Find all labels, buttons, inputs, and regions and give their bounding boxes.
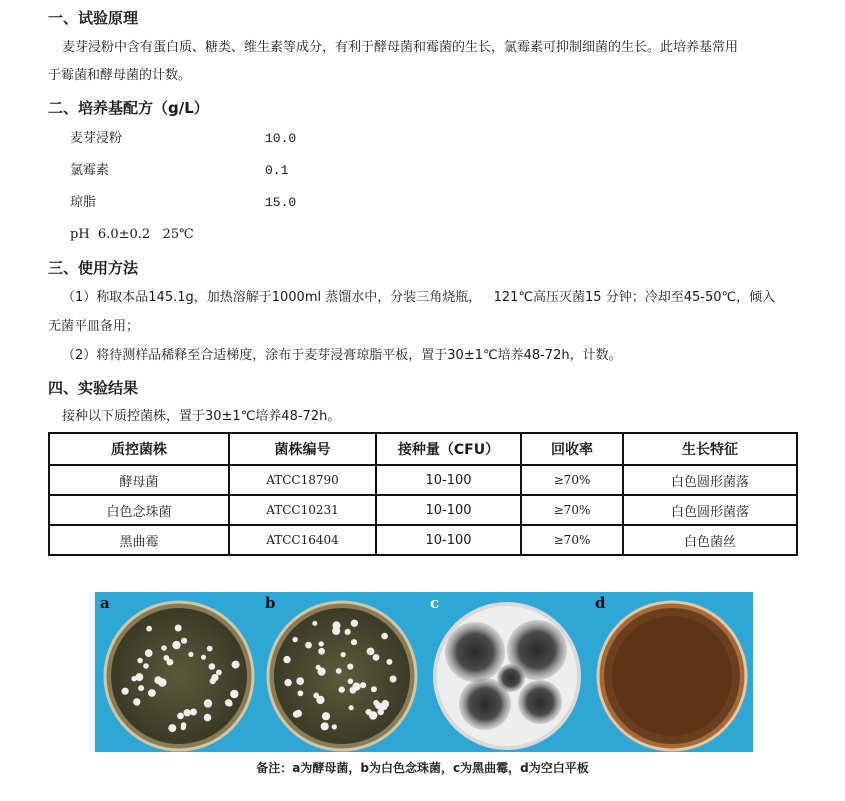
table-cell: 白色菌丝 (623, 525, 797, 555)
panel-label-c: c (430, 594, 440, 612)
colony (204, 699, 212, 707)
colony (211, 674, 218, 681)
table-row (49, 495, 797, 525)
colony (175, 625, 182, 632)
section1-line1: 麦芽浸粉中含有蛋白质、糖类、维生素等成分，有利于酵母菌和霉菌的生长，氯霉素可抑制细菌的生长。此培养基常用 (62, 40, 739, 55)
colony (319, 641, 324, 646)
petri-dish-panel-d (590, 592, 754, 752)
colony (137, 658, 143, 664)
colony (168, 724, 176, 732)
colony (209, 663, 216, 670)
petri-dish-panel-c (425, 592, 589, 752)
table-cell: 白色圆形菌落 (623, 495, 797, 525)
formula-item-name: 麦芽浸粉 (70, 131, 123, 146)
colony (146, 626, 152, 632)
figure-caption: 备注：a为酵母菌，b为白色念珠菌，c为黑曲霉，d为空白平板 (256, 761, 589, 775)
colony (161, 645, 167, 651)
colony (390, 676, 397, 683)
colony (312, 621, 317, 626)
colony (154, 676, 162, 684)
colony (216, 670, 222, 676)
colony (204, 714, 212, 722)
colony (305, 642, 312, 649)
table-header: 接种量（CFU） (376, 433, 521, 465)
table-cell: ≥70% (521, 525, 623, 555)
colony (181, 725, 186, 730)
colony (227, 701, 233, 707)
colony (349, 705, 354, 710)
colony (322, 712, 330, 720)
formula-item-name: 琼脂 (70, 195, 97, 210)
results-intro: 接种以下质控菌株，置于30±1℃培养48-72h。 (62, 409, 341, 424)
table-row (49, 525, 797, 555)
table-cell: 白色圆形菌落 (623, 465, 797, 495)
colony (366, 709, 372, 715)
formula-item-value: 15.0 (265, 195, 297, 210)
colony (345, 629, 351, 635)
formula-item-value: 10.0 (265, 131, 297, 146)
table-header: 质控菌株 (49, 433, 229, 465)
colony (135, 673, 143, 681)
colony (207, 646, 213, 652)
colony (375, 702, 382, 709)
table-header: 回收率 (521, 433, 623, 465)
colony (293, 637, 298, 642)
results-table (48, 432, 798, 556)
colony (122, 688, 129, 695)
colony (332, 724, 337, 729)
method-step1-line1: （1）称取本品145.1g，加热溶解于1000ml 蒸馏水中，分装三角烧瓶， 121℃高压灭菌15 分钟；冷却至45-50℃，倾入 (62, 290, 776, 305)
section3-title: 三、使用方法 (48, 259, 139, 277)
colony (181, 638, 187, 644)
petri-dish-figure (95, 592, 753, 752)
panel-label-a: a (100, 594, 110, 612)
colony (172, 641, 180, 649)
petri-dish-panel-a (95, 592, 259, 752)
colony (371, 686, 377, 692)
section1-title: 一、试验原理 (48, 9, 139, 27)
colony (148, 689, 156, 697)
colony (293, 711, 300, 718)
table-cell: 白色念珠菌 (49, 495, 229, 525)
table-cell: 酵母菌 (49, 465, 229, 495)
colony (351, 620, 358, 627)
table-header: 菌株编号 (229, 433, 376, 465)
colony (333, 621, 341, 629)
petri-dish-aspergillus (425, 592, 589, 752)
colony (321, 722, 329, 730)
colony (177, 713, 184, 720)
table-cell: 10-100 (376, 465, 521, 495)
petri-dish-panel-b (260, 592, 424, 752)
colony (318, 648, 325, 655)
colony (188, 652, 193, 657)
colony (367, 648, 375, 656)
colony (341, 652, 346, 657)
colony (316, 665, 321, 670)
colony (351, 639, 357, 645)
colony (190, 709, 197, 716)
formula-item-value: 0.1 (265, 163, 289, 178)
section2-title: 二、培养基配方（g/L） (48, 99, 209, 117)
panel-label-d: d (595, 594, 606, 612)
colony (232, 661, 240, 669)
colony (296, 677, 304, 685)
colony (201, 655, 206, 660)
colony (347, 664, 353, 670)
petri-dish-candida (260, 592, 424, 752)
colony (386, 659, 392, 665)
colony (360, 682, 366, 688)
section4-title: 四、实验结果 (48, 379, 139, 397)
colony (138, 685, 144, 691)
table-cell: 10-100 (376, 525, 521, 555)
colony (298, 690, 304, 696)
colony (336, 668, 342, 674)
table-row (49, 465, 797, 495)
petri-dish-yeast (95, 592, 259, 752)
formula-item-name: 氯霉素 (70, 163, 110, 178)
method-step1-line2: 无菌平皿备用； (48, 319, 140, 334)
method-step2: （2）将待测样品稀释至合适梯度，涂布于麦芽浸膏琼脂平板，置于30±1℃培养48-72h，计数。 (62, 348, 622, 363)
table-cell: ≥70% (521, 495, 623, 525)
colony (316, 696, 324, 704)
colony (377, 709, 384, 716)
colony (348, 679, 354, 685)
colony (372, 712, 377, 717)
colony (382, 700, 389, 707)
colony (145, 649, 153, 657)
table-cell: ATCC16404 (229, 525, 376, 555)
table-header-row (49, 433, 797, 465)
colony (339, 686, 345, 692)
colony (133, 698, 140, 705)
panel-label-b: b (265, 594, 276, 612)
table-cell: ≥70% (521, 465, 623, 495)
colony (352, 683, 360, 691)
colony (381, 633, 388, 640)
colony (284, 679, 291, 686)
table-cell: 黑曲霉 (49, 525, 229, 555)
table-cell: ATCC10231 (229, 495, 376, 525)
table-header: 生长特征 (623, 433, 797, 465)
colony (184, 709, 191, 716)
colony (373, 654, 380, 661)
petri-dish-blank (590, 592, 754, 752)
colony (230, 690, 238, 698)
colony (283, 656, 290, 663)
section1-line2: 于霉菌和酵母菌的计数。 (48, 68, 192, 83)
table-cell: ATCC18790 (229, 465, 376, 495)
formula-ph: pH 6.0±0.2 25℃ (70, 227, 194, 242)
table-cell: 10-100 (376, 495, 521, 525)
colony (143, 663, 149, 669)
colony (163, 655, 169, 661)
